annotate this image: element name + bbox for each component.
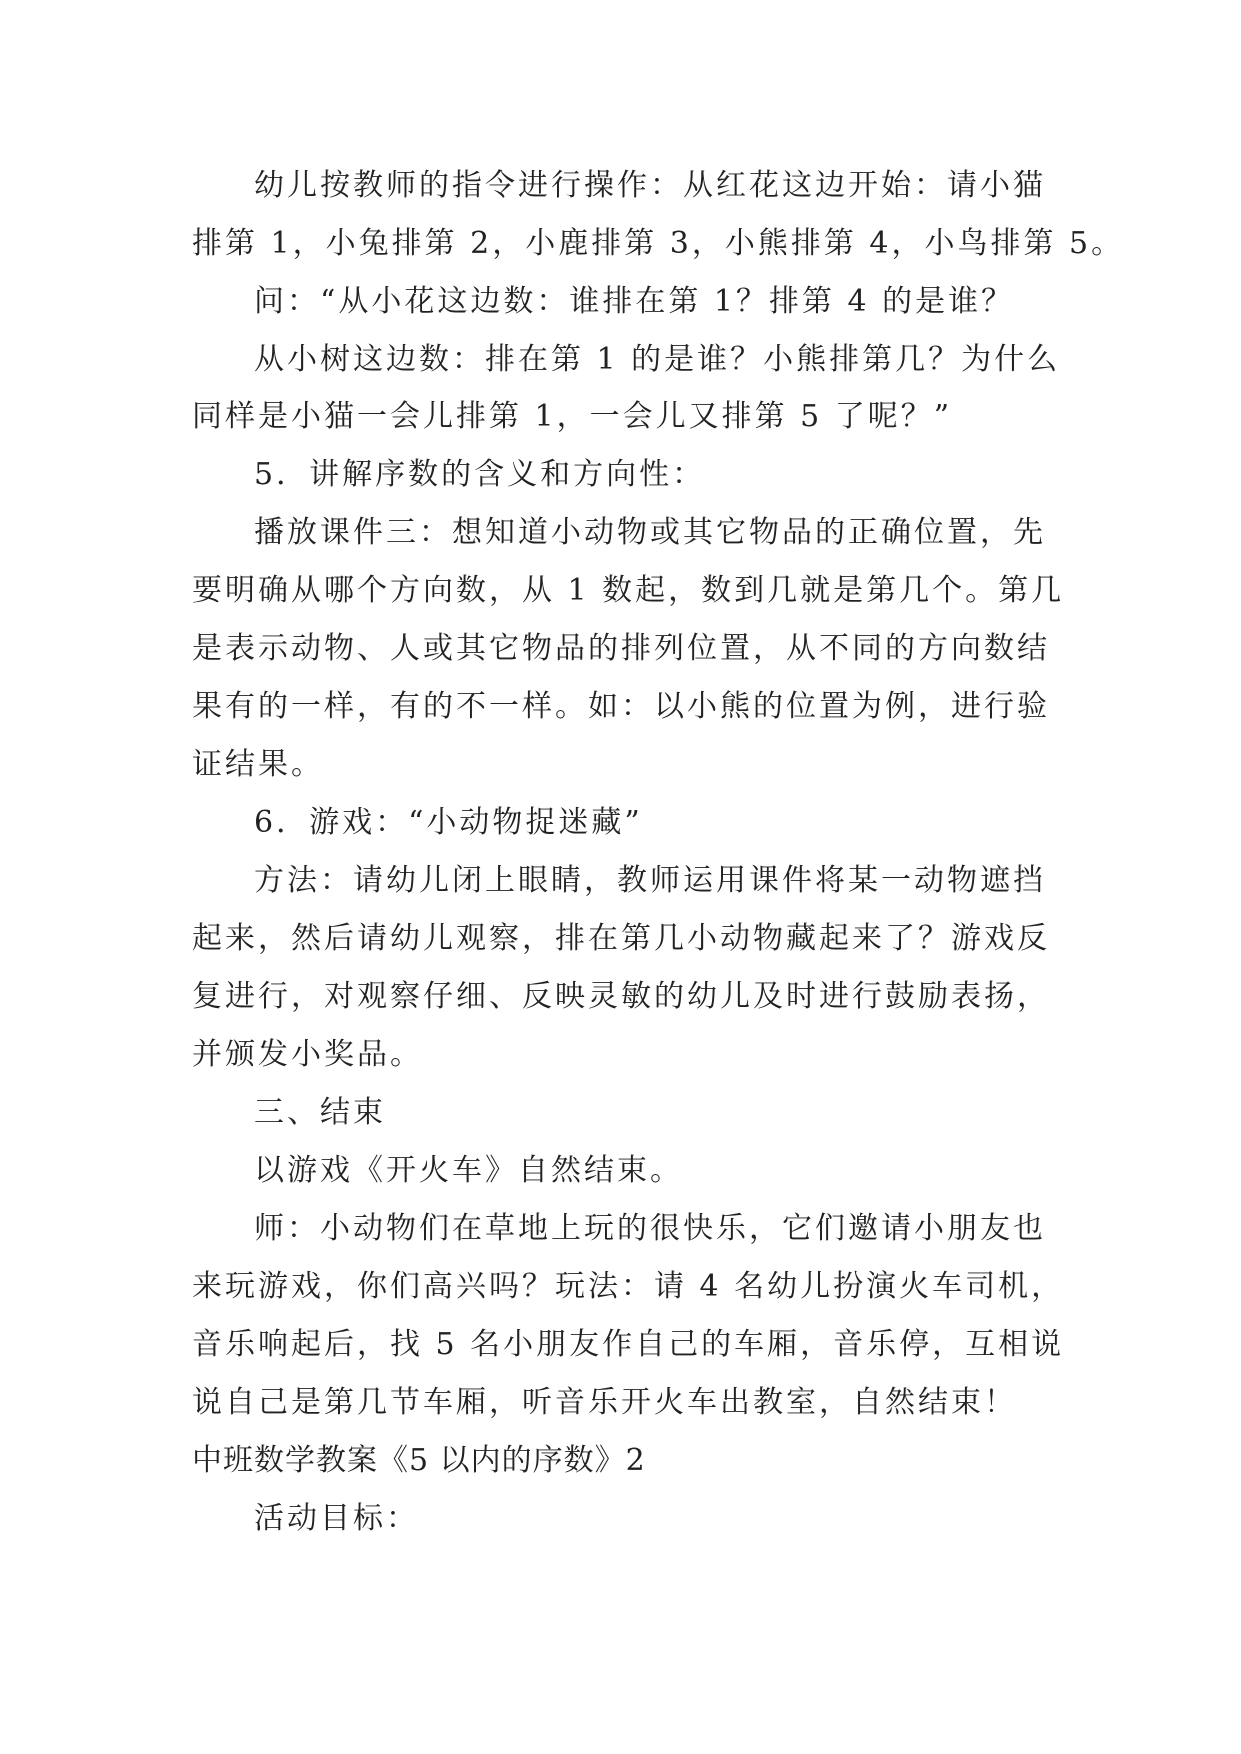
paragraph-line: 说自己是第几节车厢，听音乐开火车出教室，自然结束！ xyxy=(192,1385,1017,1420)
paragraph-line: 同样是小猫一会儿排第 1，一会儿又排第 5 了呢？” xyxy=(192,399,953,434)
paragraph-line: 以游戏《开火车》自然结束。 xyxy=(254,1153,683,1188)
paragraph-line: 起来，然后请幼儿观察，排在第几小动物藏起来了？游戏反 xyxy=(192,921,1050,956)
paragraph-line: 方法：请幼儿闭上眼睛，教师运用课件将某一动物遮挡 xyxy=(254,863,1046,898)
paragraph-line: 从小树这边数：排在第 1 的是谁？小熊排第几？为什么 xyxy=(254,342,1061,377)
section-heading: 6．游戏：“小动物捉迷藏” xyxy=(254,805,643,840)
paragraph-line: 播放课件三：想知道小动物或其它物品的正确位置，先 xyxy=(254,515,1046,550)
paragraph-line: 并颁发小奖品。 xyxy=(192,1037,423,1072)
paragraph-line: 排第 1，小兔排第 2，小鹿排第 3，小熊排第 4，小鸟排第 5。 xyxy=(192,226,1125,261)
document-title: 中班数学教案《5 以内的序数》2 xyxy=(192,1443,646,1478)
section-heading: 5．讲解序数的含义和方向性： xyxy=(254,457,706,492)
paragraph-line: 证结果。 xyxy=(192,747,324,782)
paragraph-line: 幼儿按教师的指令进行操作：从红花这边开始：请小猫 xyxy=(254,168,1046,203)
paragraph-line: 果有的一样，有的不一样。如：以小熊的位置为例，进行验 xyxy=(192,689,1050,724)
paragraph-line: 师：小动物们在草地上玩的很快乐，它们邀请小朋友也 xyxy=(254,1211,1046,1246)
section-heading: 三、结束 xyxy=(254,1095,386,1130)
paragraph-line: 音乐响起后，找 5 名小朋友作自己的车厢，音乐停，互相说 xyxy=(192,1327,1065,1362)
paragraph-line: 问：“从小花这边数：谁排在第 1？排第 4 的是谁？ xyxy=(254,284,1015,319)
paragraph-line: 复进行，对观察仔细、反映灵敏的幼儿及时进行鼓励表扬， xyxy=(192,979,1050,1014)
section-heading: 活动目标： xyxy=(254,1501,419,1536)
paragraph-line: 要明确从哪个方向数，从 1 数起，数到几就是第几个。第几 xyxy=(192,573,1065,608)
paragraph-line: 来玩游戏，你们高兴吗？玩法：请 4 名幼儿扮演火车司机， xyxy=(192,1269,1065,1304)
paragraph-line: 是表示动物、人或其它物品的排列位置，从不同的方向数结 xyxy=(192,631,1050,666)
